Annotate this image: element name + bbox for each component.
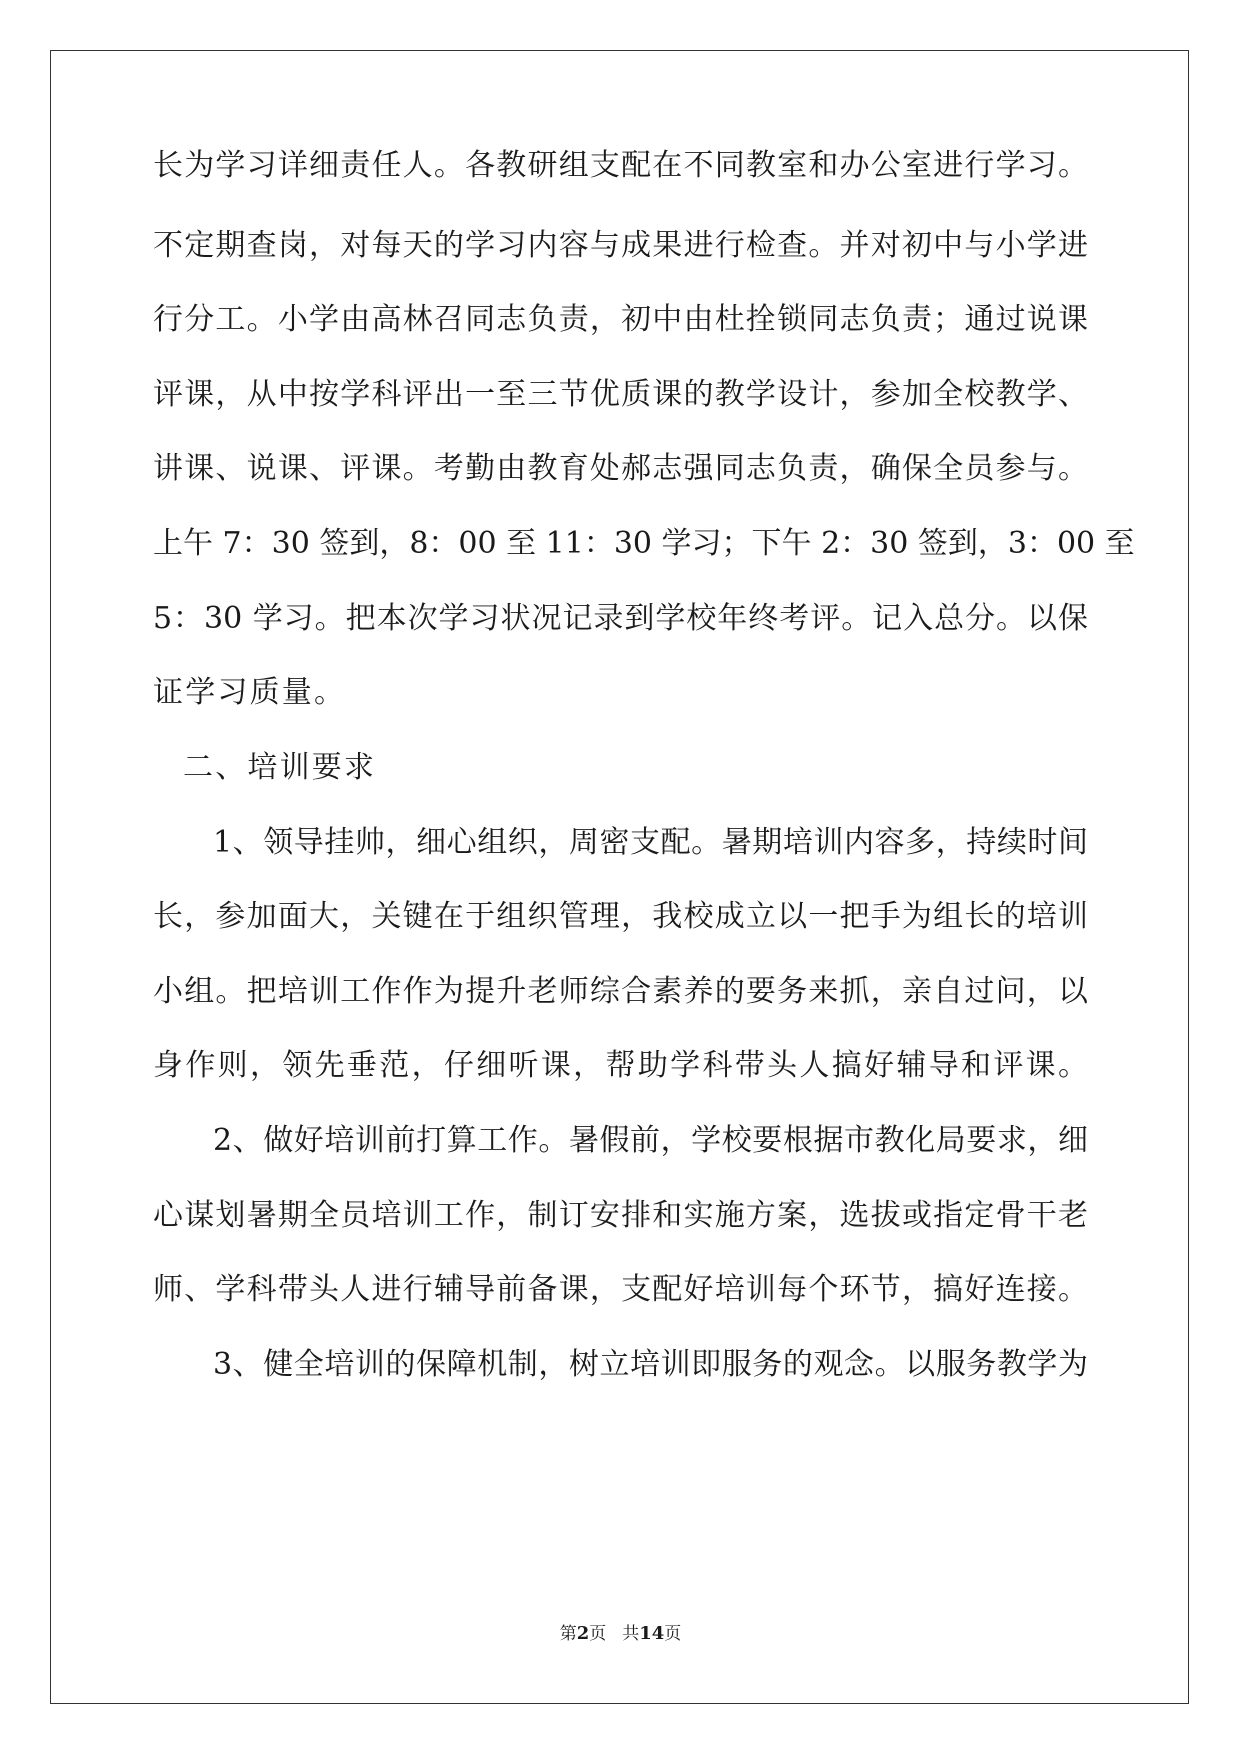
text-line: 讲课、说课、评课。考勤由教育处郝志强同志负责，确保全员参与。: [153, 451, 1088, 486]
total-suffix: 页: [664, 1624, 682, 1644]
text-line: 不定期查岗，对每天的学习内容与成果进行检查。并对初中与小学进: [153, 228, 1088, 263]
text-line: 1、领导挂帅，细心组织，周密支配。暑期培训内容多，持续时间: [213, 825, 1088, 860]
page-suffix: 页: [589, 1624, 607, 1644]
text-line: 上午 7：30 签到，8：00 至 11：30 学习；下午 2：30 签到，3：00 至: [153, 526, 1135, 561]
text-line: 评课，从中按学科评出一至三节优质课的教学设计，参加全校教学、: [153, 377, 1088, 412]
page-prefix: 第: [559, 1624, 577, 1644]
text-line: 3、健全培训的保障机制，树立培训即服务的观念。以服务教学为: [213, 1347, 1088, 1382]
page-footer: [0, 1623, 1241, 1645]
page-frame: [50, 50, 1189, 1704]
text-line: 小组。把培训工作作为提升老师综合素养的要务来抓，亲自过问，以: [153, 974, 1088, 1009]
text-line: 长为学习详细责任人。各教研组支配在不同教室和办公室进行学习。: [153, 148, 1088, 183]
total-pages: 14: [639, 1623, 665, 1644]
text-line: 行分工。小学由高林召同志负责，初中由杜拴锁同志负责；通过说课: [153, 302, 1088, 337]
text-line: 2、做好培训前打算工作。暑假前，学校要根据市教化局要求，细: [213, 1123, 1088, 1158]
text-line: 长，参加面大，关键在于组织管理，我校成立以一把手为组长的培训: [153, 899, 1088, 934]
total-prefix: 共: [622, 1624, 640, 1644]
text-line: 心谋划暑期全员培训工作，制订安排和实施方案，选拔或指定骨干老: [153, 1198, 1088, 1233]
section-heading: 二、培训要求: [183, 750, 377, 785]
text-line: 师、学科带头人进行辅导前备课，支配好培训每个环节，搞好连接。: [153, 1272, 1088, 1307]
text-line: 身作则，领先垂范，仔细听课，帮助学科带头人搞好辅导和评课。: [153, 1048, 1088, 1083]
text-line: 5：30 学习。把本次学习状况记录到学校年终考评。记入总分。以保: [153, 601, 1088, 636]
text-line: 证学习质量。: [153, 675, 347, 710]
page-number: 2: [576, 1623, 590, 1644]
